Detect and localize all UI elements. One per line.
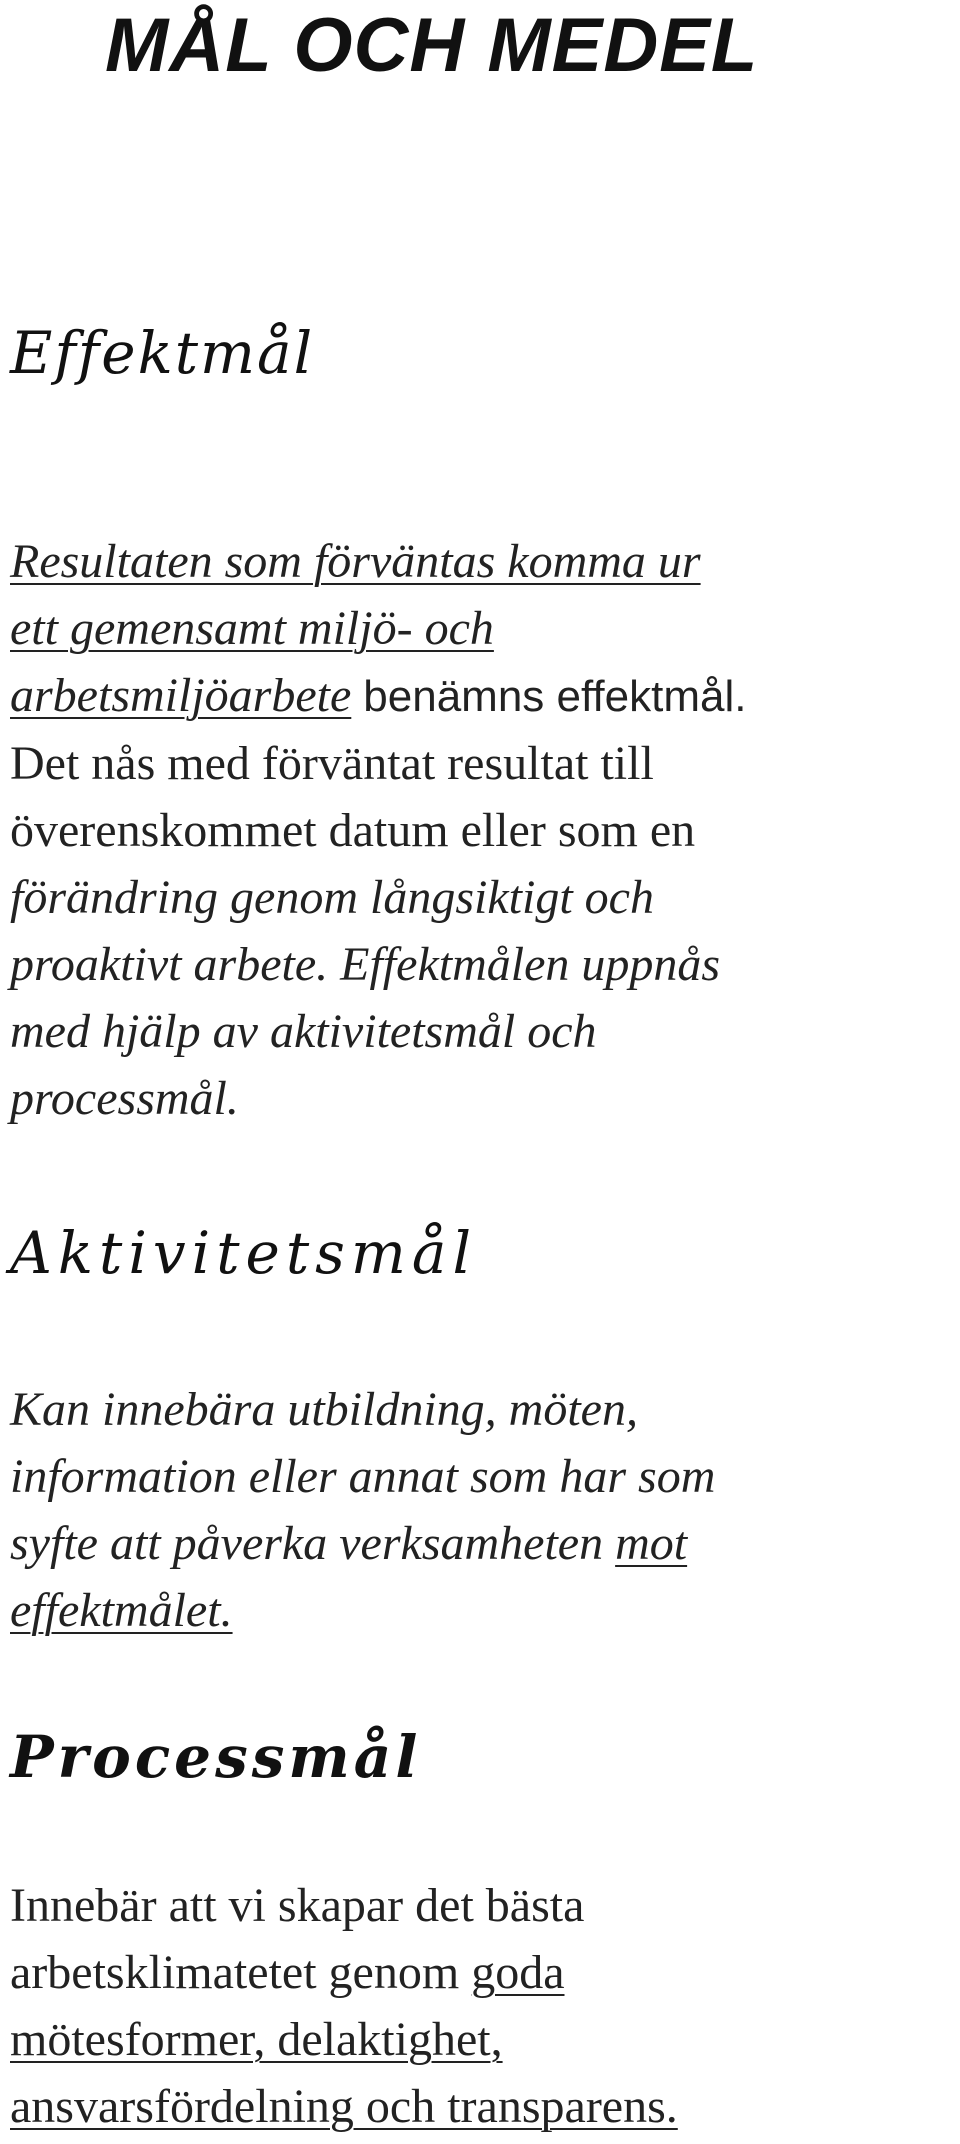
- text-span: benämns effektmål.: [363, 672, 747, 721]
- text-line: Det nås med förväntat resultat till: [10, 737, 654, 790]
- heading-aktivitetsmal: Aktivitetsmål: [10, 1219, 478, 1287]
- text-line: med hjälp av aktivitetsmål och: [10, 1005, 597, 1058]
- text-line: överenskommet datum eller som en: [10, 804, 696, 857]
- text-line: proaktivt arbete. Effektmålen uppnås: [10, 938, 721, 991]
- text-span-underlined: arbetsmiljöarbete: [10, 669, 352, 722]
- text-line: [10, 1939, 955, 2006]
- text-span: syfte att påverka verksamheten: [10, 1517, 604, 1570]
- text-line: information eller annat som har som: [10, 1450, 716, 1503]
- text-line: Kan innebära utbildning, möten,: [10, 1383, 638, 1436]
- text-line: mötesformer, delaktighet,: [10, 2013, 503, 2066]
- paragraph-effektmal: [10, 528, 955, 1132]
- text-line: Resultaten som förväntas komma ur: [10, 535, 701, 588]
- text-line: förändring genom långsiktigt och: [10, 871, 654, 924]
- page-title: MÅL OCH MEDEL: [105, 3, 759, 88]
- heading-effektmal: Effektmål: [10, 319, 315, 387]
- text-span: arbetsklimatetet genom: [10, 1946, 460, 1999]
- heading-processmal: Processmål: [10, 1723, 422, 1791]
- text-line: ett gemensamt miljö- och: [10, 602, 494, 655]
- text-line: [10, 1510, 955, 1577]
- text-line: processmål.: [10, 1072, 239, 1125]
- text-line: ansvarsfördelning och transparens.: [10, 2080, 678, 2133]
- paragraph-processmal: [10, 1872, 955, 2140]
- text-span-underlined: mot: [615, 1517, 688, 1570]
- text-line: Innebär att vi skapar det bästa: [10, 1879, 585, 1932]
- text-line: effektmålet.: [10, 1584, 233, 1637]
- paragraph-aktivitetsmal: [10, 1376, 955, 1644]
- text-line: [10, 662, 955, 730]
- text-span-underlined: goda: [471, 1946, 565, 1999]
